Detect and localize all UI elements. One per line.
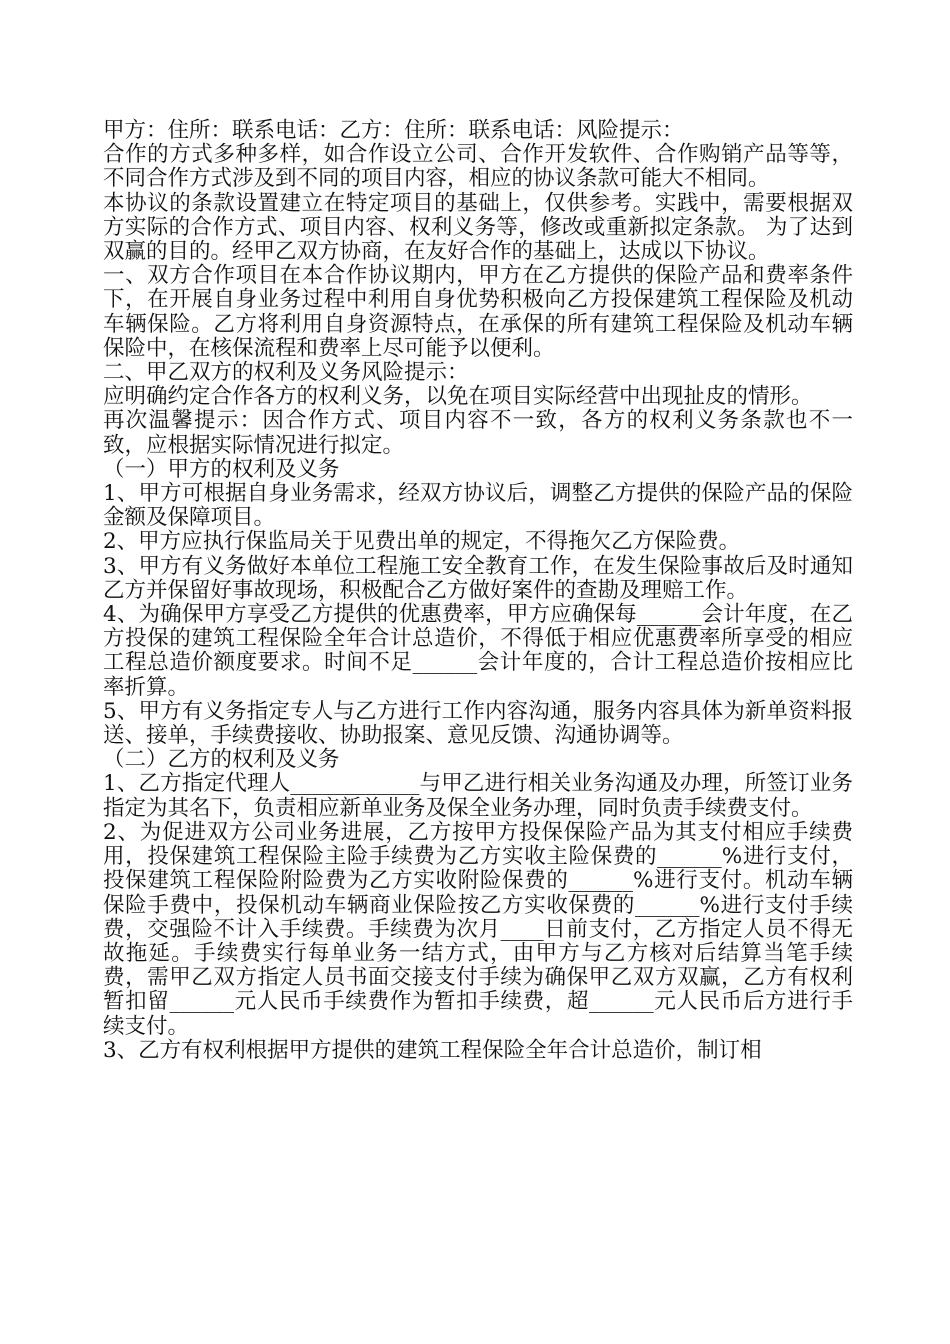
risk-note-cooperation-types: 合作的方式多种多样，如合作设立公司、合作开发软件、合作购销产品等等，不同合作方式涉及到不同的项目内容，相应的协议条款可能大不相同。	[103, 142, 853, 192]
clause-1-cooperation-project: 一、双方合作项目在本合作协议期内，甲方在乙方提供的保险产品和费率条件下，在开展自身业务过程中利用自身优势积极向乙方投保建筑工程保险及机动车辆保险。乙方将利用自身资源特点，在承保的所有建筑工程保险及机动车辆保险中，在核保流程和费率上尽可能予以便利。	[103, 263, 853, 361]
section-party-a-heading: （一）甲方的权利及义务	[103, 456, 340, 482]
risk-note-rights: 应明确约定合作各方的权利义务，以免在项目实际经营中出现扯皮的情形。	[103, 384, 813, 410]
party-a-item-4: 4、为确保甲方享受乙方提供的优惠费率，甲方应确保每______会计年度，在乙方投保的建筑工程保险全年合计总造价，不得低于相应优惠费率所享受的相应工程总造价额度要求。时间不足______会计年度的，合计工程总造价按相应比率折算。	[103, 602, 853, 700]
agreement-basis-paragraph: 本协议的条款设置建立在特定项目的基础上，仅供参考。实践中，需要根据双方实际的合作方式、项目内容、权利义务等，修改或重新拟定条款。 为了达到双赢的目的。经甲乙双方协商，在友好合作的基础上，达成以下协议。	[103, 190, 853, 265]
clause-2-heading: 二、甲乙双方的权利及义务风险提示：	[103, 360, 469, 386]
party-b-item-3: 3、乙方有权利根据甲方提供的建筑工程保险全年合计总造价，制订相	[103, 1037, 762, 1063]
party-a-item-5: 5、甲方有义务指定专人与乙方进行工作内容沟通，服务内容具体为新单资料报送、接单，手续费接收、协助报案、意见反馈、沟通协调等。	[103, 698, 853, 749]
section-party-b-heading: （二）乙方的权利及义务	[103, 747, 340, 773]
party-b-item-2: 2、为促进双方公司业务进展，乙方按甲方投保保险产品为其支付相应手续费用，投保建筑工程保险主险手续费为乙方实收主险保费的______%进行支付，投保建筑工程保险附险费为乙方实收附险保费的______%进行支付。机动车辆保险手费中，投保机动车辆商业保险按乙方实收保费的______%进行支付手续费，交强险不计入手续费。手续费为次月____日前支付，乙方指定人员不得无故拖延。手续费实行每单业务一结方式，由甲方与乙方核对后结算当笔手续费，需甲乙双方指定人员书面交接支付手续为确保甲乙双方双赢，乙方有权利暂扣留______元人民币手续费作为暂扣手续费，超______元人民币后方进行手续支付。	[103, 819, 853, 1039]
party-a-item-2: 2、甲方应执行保监局关于见费出单的规定，不得拖欠乙方保险费。	[103, 529, 741, 555]
party-a-item-1: 1、甲方可根据自身业务需求，经双方协议后，调整乙方提供的保险产品的保险金额及保障项目。	[103, 481, 853, 531]
reminder-paragraph: 再次温馨提示：因合作方式、项目内容不一致，各方的权利义务条款也不一致，应根据实际情况进行拟定。	[103, 408, 853, 458]
document-body	[103, 119, 853, 1063]
party-header: 甲方：住所：联系电话：乙方：住所：联系电话：风险提示：	[103, 118, 684, 143]
party-b-item-1: 1、乙方指定代理人____________与甲乙进行相关业务沟通及办理，所签订业务指定为其名下，负责相应新单业务及保全业务办理，同时负责手续费支付。	[103, 771, 853, 821]
party-a-item-3: 3、甲方有义务做好本单位工程施工安全教育工作，在发生保险事故后及时通知乙方并保留好事故现场，积极配合乙方做好案件的查勘及理赔工作。	[103, 553, 853, 603]
